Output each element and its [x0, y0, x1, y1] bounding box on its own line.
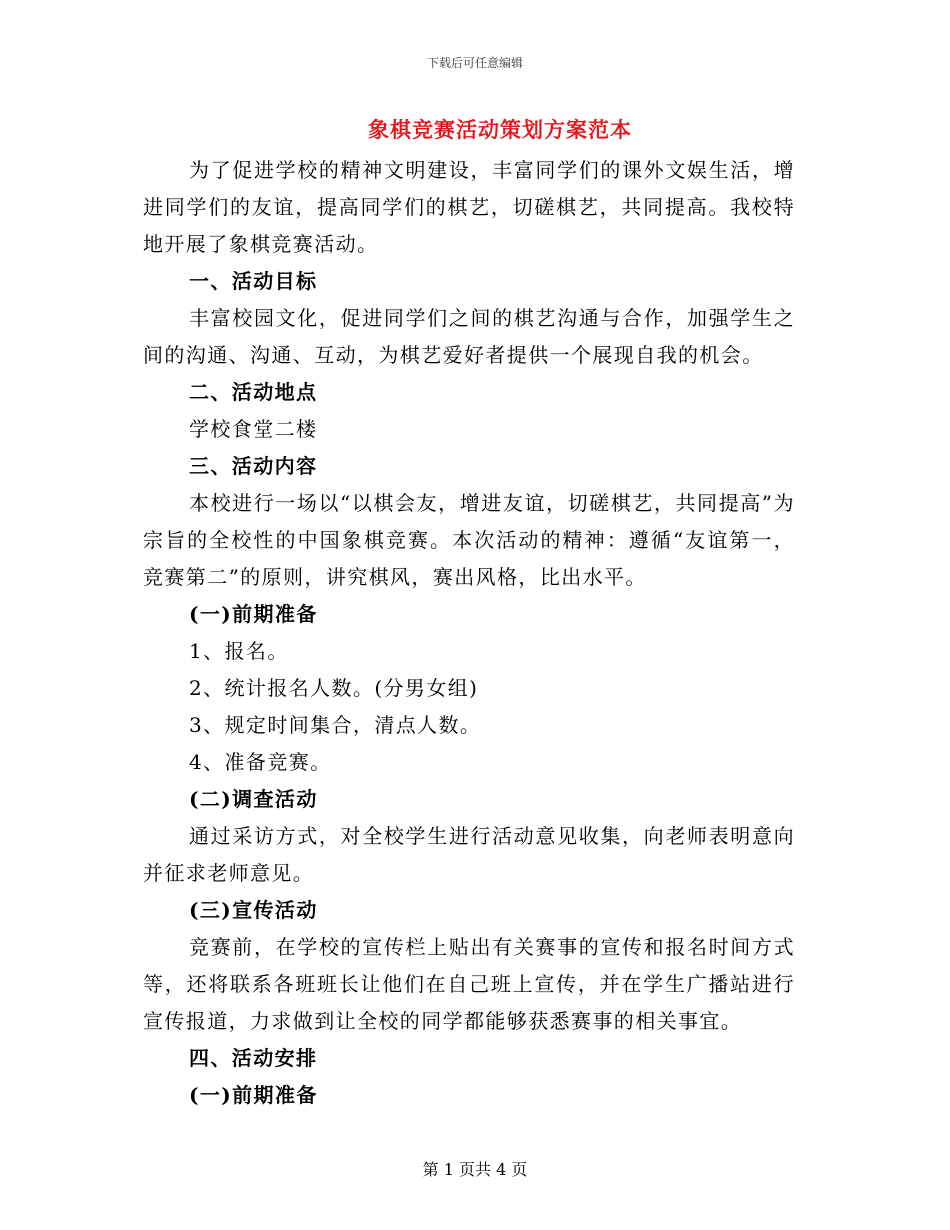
content-paragraph: 本校进行一场以“以棋会友，增进友谊，切磋棋艺，共同提高”为宗旨的全校性的中国象棋竞赛。本次活动的精神：遵循“友谊第一，竞赛第二”的原则，讲究棋风，赛出风格，比出水平。 [143, 491, 795, 589]
list-item: 2、统计报名人数。(分男女组) [189, 676, 479, 700]
goal-paragraph: 丰富校园文化，促进同学们之间的棋艺沟通与合作，加强学生之间的沟通、沟通、互动，为棋艺爱好者提供一个展现自我的机会。 [143, 306, 795, 367]
section-heading-goal: 一、活动目标 [189, 269, 318, 293]
publicity-paragraph: 竞赛前，在学校的宣传栏上贴出有关赛事的宣传和报名时间方式等，还将联系各班班长让他们在自己班上宣传，并在学生广播站进行宣传报道，力求做到让全校的同学都能够获悉赛事的相关事宜。 [143, 935, 795, 1033]
list-item: 1、报名。 [189, 639, 289, 663]
subheading-schedule-preparation: (一)前期准备 [189, 1083, 318, 1107]
subheading-survey: (二)调查活动 [189, 787, 318, 811]
section-heading-schedule: 四、活动安排 [189, 1046, 318, 1070]
document-title: 象棋竞赛活动策划方案范本 [368, 117, 632, 142]
subheading-publicity: (三)宣传活动 [189, 898, 318, 922]
subheading-preparation: (一)前期准备 [189, 602, 318, 626]
section-heading-content: 三、活动内容 [189, 454, 318, 478]
header-note: 下载后可任意编辑 [426, 56, 523, 70]
list-item: 4、准备竞赛。 [189, 750, 332, 774]
document-body [143, 152, 795, 1114]
page-footer: 第 1 页共 4 页 [422, 1160, 528, 1179]
survey-paragraph: 通过采访方式，对全校学生进行活动意见收集，向老师表明意向并征求老师意见。 [143, 824, 795, 885]
location-paragraph: 学校食堂二楼 [189, 417, 318, 441]
section-heading-location: 二、活动地点 [189, 380, 318, 404]
list-item: 3、规定时间集合，清点人数。 [189, 713, 482, 737]
intro-paragraph: 为了促进学校的精神文明建设，丰富同学们的课外文娱生活，增进同学们的友谊，提高同学们的棋艺，切磋棋艺，共同提高。我校特地开展了象棋竞赛活动。 [143, 158, 795, 256]
